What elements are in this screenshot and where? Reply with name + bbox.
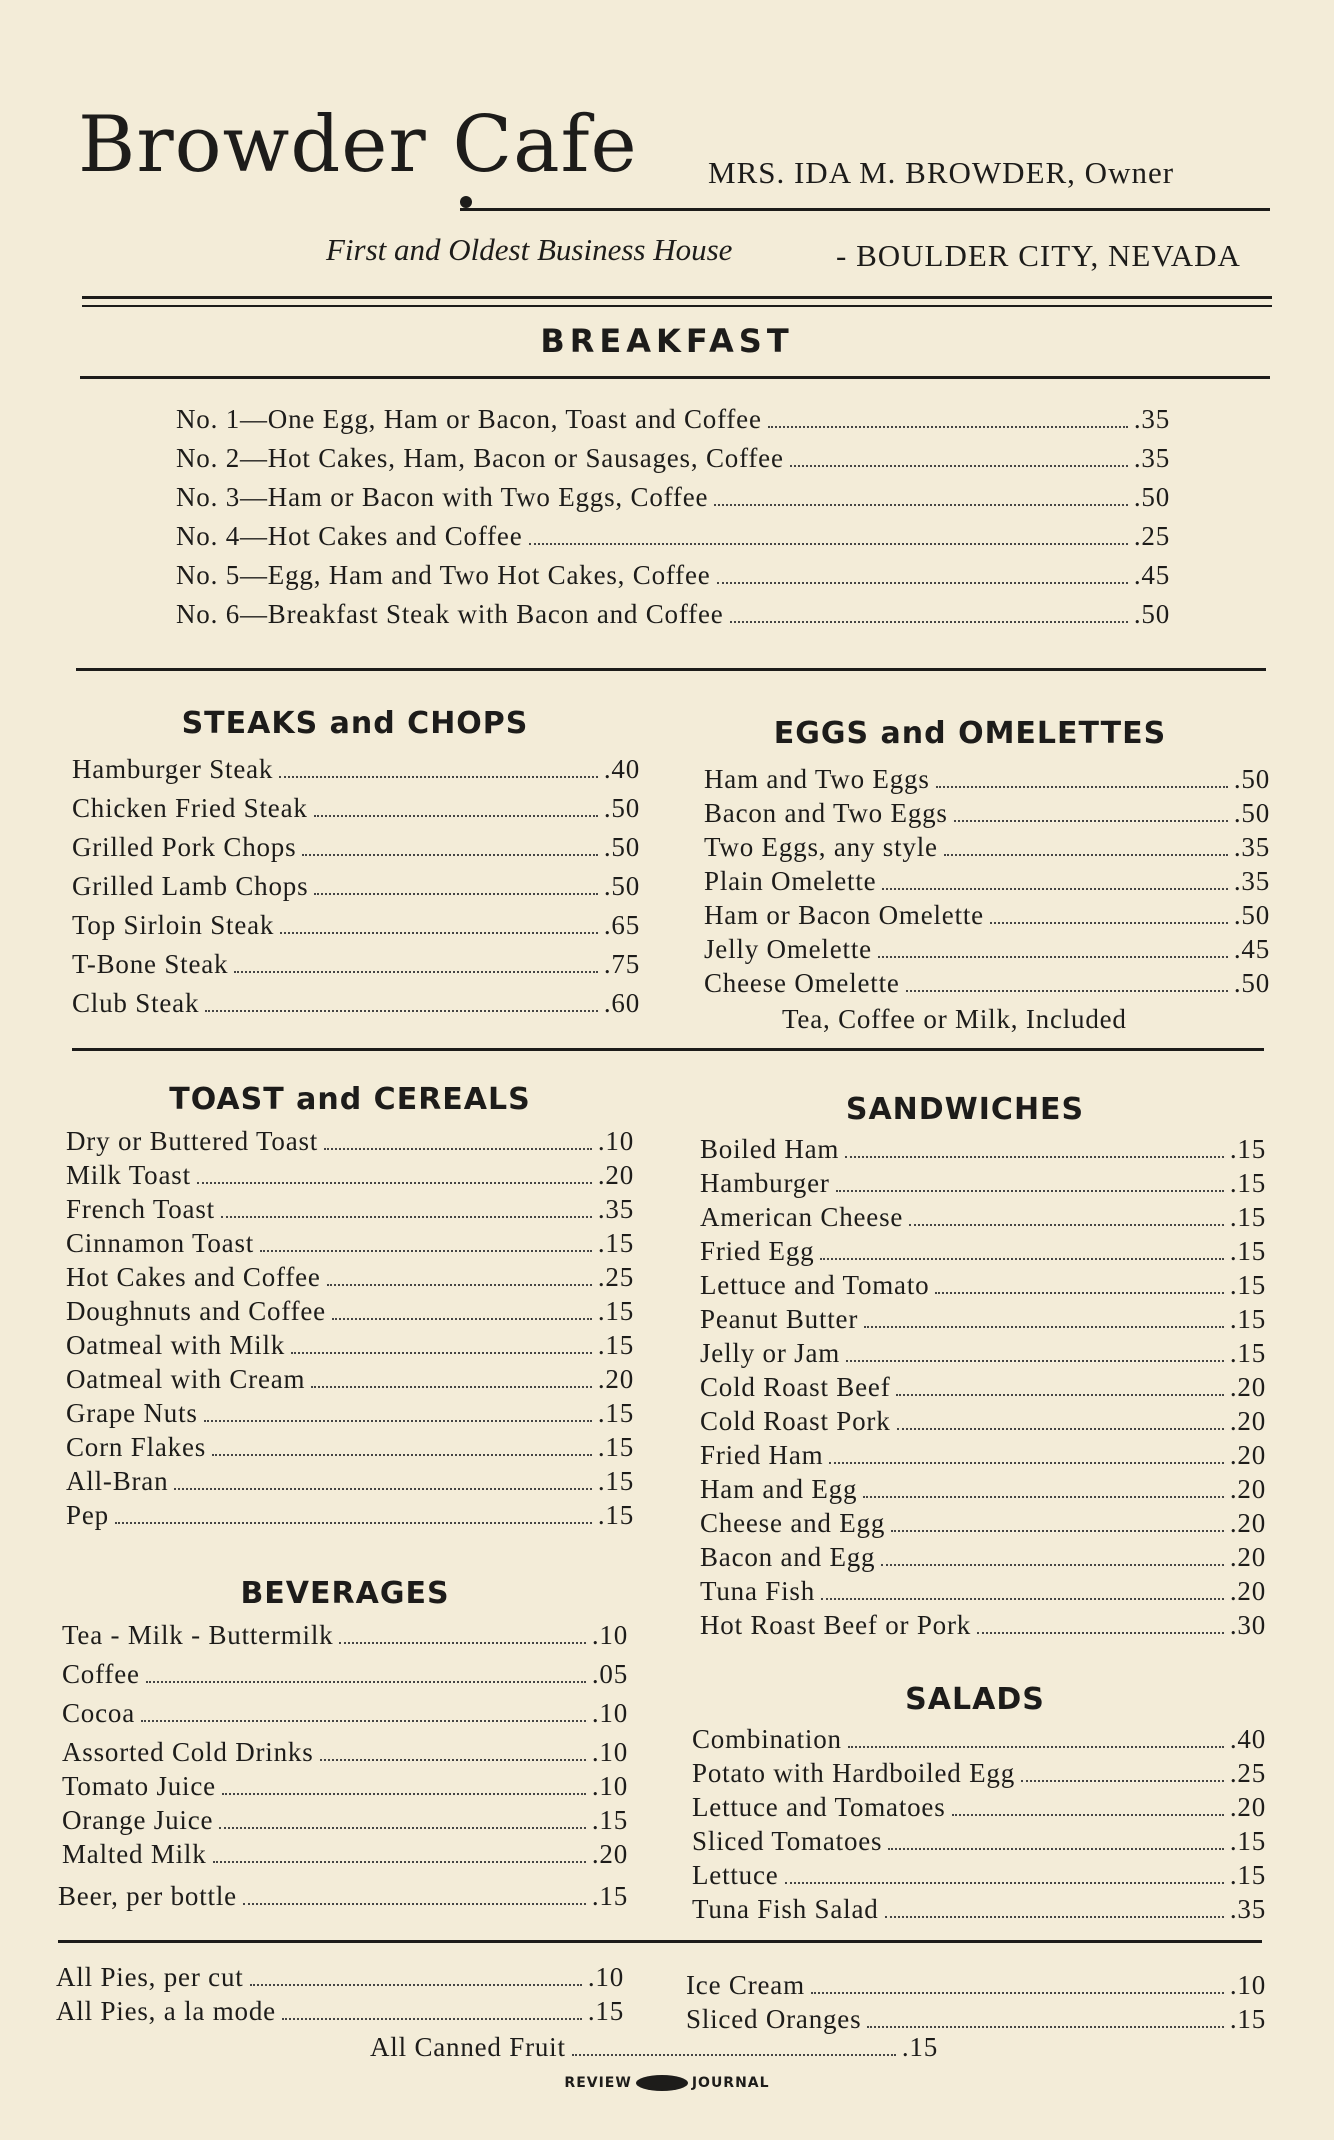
cafe-title: Browder Cafe [78, 100, 638, 190]
menu-item [62, 1773, 628, 1800]
item-name: Coffee [62, 1659, 140, 1689]
item-name: Tuna Fish [700, 1576, 816, 1606]
item-name: Dry or Buttered Toast [66, 1126, 319, 1156]
item-price: .15 [597, 1296, 634, 1326]
item-price: .20 [1229, 1576, 1266, 1606]
item-name: Hot Roast Beef or Pork [700, 1610, 972, 1640]
beverages-title: BEVERAGES [240, 1576, 450, 1611]
menu-item [58, 1883, 628, 1910]
item-price: .15 [901, 2032, 938, 2062]
item-name: Boiled Ham [700, 1134, 840, 1164]
top-double-rule-1 [82, 296, 1272, 299]
item-price: .60 [603, 988, 640, 1018]
item-price: .15 [597, 1330, 634, 1360]
item-name: Cocoa [62, 1698, 135, 1728]
item-name: French Toast [66, 1194, 215, 1224]
item-name: Tuna Fish Salad [692, 1894, 879, 1924]
item-price: .10 [591, 1737, 628, 1767]
item-name: Ham or Bacon Omelette [704, 900, 984, 930]
item-name: Chicken Fried Steak [72, 793, 308, 823]
menu-item [704, 936, 1270, 963]
menu-item [72, 795, 640, 822]
menu-item [66, 1230, 634, 1257]
item-price: .15 [1229, 1338, 1266, 1368]
sandwiches-title: SANDWICHES [845, 1092, 1085, 1127]
menu-item [692, 1862, 1266, 1889]
breakfast-rule [80, 376, 1270, 379]
item-name: Cold Roast Beef [700, 1372, 891, 1402]
item-price: .10 [1229, 1970, 1266, 2000]
item-name: Corn Flakes [66, 1432, 207, 1462]
item-name: Tomato Juice [62, 1771, 216, 1801]
item-price: .10 [591, 1620, 628, 1650]
item-price: .50 [1233, 968, 1270, 998]
item-name: All Pies, a la mode [56, 1996, 276, 2026]
item-name: Grilled Lamb Chops [72, 871, 309, 901]
menu-item [700, 1510, 1266, 1537]
menu-item [692, 1726, 1266, 1753]
item-price: .10 [597, 1126, 634, 1156]
menu-item [72, 873, 640, 900]
menu-item [72, 756, 640, 783]
item-price: .20 [1229, 1406, 1266, 1436]
item-price: .50 [603, 871, 640, 901]
item-name: No. 5—Egg, Ham and Two Hot Cakes, Coffee [176, 560, 711, 590]
item-name: No. 4—Hot Cakes and Coffee [176, 521, 523, 551]
item-price: .35 [1233, 832, 1270, 862]
section-rule-1 [76, 668, 1266, 671]
item-name: Tea - Milk - Buttermilk [62, 1620, 334, 1650]
steaks-title: STEAKS and CHOPS [181, 706, 529, 741]
menu-item [700, 1408, 1266, 1435]
item-price: .50 [1233, 764, 1270, 794]
menu-item [62, 1807, 628, 1834]
item-name: Orange Juice [62, 1805, 214, 1835]
menu-item [66, 1128, 634, 1155]
item-name: Milk Toast [66, 1160, 191, 1190]
item-price: .35 [1229, 1894, 1266, 1924]
menu-item [62, 1841, 628, 1868]
item-price: .20 [597, 1364, 634, 1394]
item-name: Ham and Egg [700, 1474, 858, 1504]
item-price: .35 [1133, 404, 1170, 434]
item-name: All Pies, per cut [56, 1962, 244, 1992]
menu-item [66, 1366, 634, 1393]
item-name: Ham and Two Eggs [704, 764, 930, 794]
item-name: Oatmeal with Cream [66, 1364, 306, 1394]
item-name: Cheese and Egg [700, 1508, 886, 1538]
item-name: No. 1—One Egg, Ham or Bacon, Toast and Coffee [176, 404, 762, 434]
item-price: .20 [1229, 1372, 1266, 1402]
item-name: Lettuce and Tomato [700, 1270, 930, 1300]
item-price: .10 [591, 1698, 628, 1728]
menu-item [176, 406, 1170, 433]
menu-item [692, 1760, 1266, 1787]
item-price: .15 [591, 1805, 628, 1835]
item-name: Lettuce and Tomatoes [692, 1792, 946, 1822]
menu-item [700, 1612, 1266, 1639]
menu-item [72, 951, 640, 978]
menu-item [56, 1964, 624, 1991]
menu-item [704, 868, 1270, 895]
item-name: Oatmeal with Milk [66, 1330, 286, 1360]
menu-item [686, 1972, 1266, 1999]
item-price: .15 [587, 1996, 624, 2026]
item-name: All-Bran [66, 1466, 169, 1496]
item-price: .20 [591, 1839, 628, 1869]
menu-item [704, 902, 1270, 929]
item-price: .25 [1133, 521, 1170, 551]
item-name: Potato with Hardboiled Egg [692, 1758, 1016, 1788]
menu-item [72, 990, 640, 1017]
item-price: .15 [1229, 1270, 1266, 1300]
item-name: Two Eggs, any style [704, 832, 938, 862]
menu-item [692, 1794, 1266, 1821]
item-price: .15 [1229, 1860, 1266, 1890]
item-name: Jelly or Jam [700, 1338, 841, 1368]
item-price: .45 [1233, 934, 1270, 964]
item-price: .15 [1229, 2004, 1266, 2034]
item-price: .15 [597, 1228, 634, 1258]
menu-item [66, 1400, 634, 1427]
item-price: .05 [591, 1659, 628, 1689]
item-name: T-Bone Steak [72, 949, 229, 979]
item-name: Lettuce [692, 1860, 779, 1890]
menu-item [72, 912, 640, 939]
menu-item [66, 1332, 634, 1359]
menu-item [700, 1476, 1266, 1503]
item-name: Combination [692, 1724, 842, 1754]
menu-item [704, 834, 1270, 861]
printer-mark [0, 2075, 1334, 2091]
menu-item [66, 1468, 634, 1495]
menu-item [686, 2006, 1266, 2033]
menu-item [176, 523, 1170, 550]
item-price: .50 [1133, 599, 1170, 629]
item-price: .15 [597, 1432, 634, 1462]
menu-item [700, 1306, 1266, 1333]
printer-logo-icon [636, 2075, 688, 2091]
item-price: .20 [1229, 1542, 1266, 1572]
menu-item [176, 562, 1170, 589]
menu-item [72, 834, 640, 861]
menu-item [700, 1442, 1266, 1469]
menu-item [700, 1136, 1266, 1163]
item-price: .15 [1229, 1202, 1266, 1232]
menu-item [700, 1544, 1266, 1571]
item-price: .35 [1133, 443, 1170, 473]
menu-item [700, 1272, 1266, 1299]
menu-item [66, 1298, 634, 1325]
menu-item [62, 1622, 628, 1649]
canned-fruit-item [370, 2034, 938, 2061]
menu-item [62, 1739, 628, 1766]
item-price: .35 [1233, 866, 1270, 896]
item-name: Assorted Cold Drinks [62, 1737, 314, 1767]
salads-title: SALADS [905, 1682, 1045, 1717]
item-price: .15 [1229, 1134, 1266, 1164]
item-price: .15 [1229, 1304, 1266, 1334]
item-price: .15 [1229, 1168, 1266, 1198]
item-price: .40 [603, 754, 640, 784]
menu-item [56, 1998, 624, 2025]
menu-item [66, 1264, 634, 1291]
item-name: Malted Milk [62, 1839, 207, 1869]
item-name: Top Sirloin Steak [72, 910, 275, 940]
menu-item [704, 970, 1270, 997]
header-dot [460, 196, 472, 208]
item-name: Sliced Tomatoes [692, 1826, 883, 1856]
menu-item [700, 1170, 1266, 1197]
item-price: .20 [1229, 1440, 1266, 1470]
item-price: .65 [603, 910, 640, 940]
item-name: Fried Egg [700, 1236, 815, 1266]
item-name: Hamburger [700, 1168, 830, 1198]
item-name: Doughnuts and Coffee [66, 1296, 326, 1326]
item-name: Hamburger Steak [72, 754, 274, 784]
menu-item [62, 1700, 628, 1727]
item-name: Jelly Omelette [704, 934, 872, 964]
city-line: - BOULDER CITY, NEVADA [836, 238, 1241, 273]
item-price: .20 [1229, 1792, 1266, 1822]
menu-item [66, 1196, 634, 1223]
owner-line: MRS. IDA M. BROWDER, Owner [708, 155, 1175, 190]
item-name: Club Steak [72, 988, 200, 1018]
top-double-rule-2 [82, 305, 1272, 307]
menu-item [692, 1896, 1266, 1923]
section-rule-2 [72, 1048, 1264, 1051]
item-name: No. 3—Ham or Bacon with Two Eggs, Coffee [176, 482, 709, 512]
item-price: .15 [597, 1500, 634, 1530]
tagline: First and Oldest Business House [326, 232, 733, 267]
item-name: Fried Ham [700, 1440, 824, 1470]
item-name: Cheese Omelette [704, 968, 900, 998]
menu-item [66, 1162, 634, 1189]
menu-item [66, 1434, 634, 1461]
item-price: .75 [603, 949, 640, 979]
item-name: Grilled Pork Chops [72, 832, 297, 862]
menu-item [700, 1340, 1266, 1367]
item-price: .15 [597, 1398, 634, 1428]
eggs-title: EGGS and OMELETTES [773, 716, 1167, 751]
menu-item [176, 601, 1170, 628]
menu-item [704, 766, 1270, 793]
item-name: Pep [66, 1500, 109, 1530]
menu-item [176, 484, 1170, 511]
item-price: .15 [597, 1466, 634, 1496]
item-name: All Canned Fruit [370, 2032, 566, 2062]
item-name: No. 6—Breakfast Steak with Bacon and Coffee [176, 599, 724, 629]
item-price: .50 [1133, 482, 1170, 512]
item-name: Bacon and Two Eggs [704, 798, 948, 828]
menu-item [700, 1204, 1266, 1231]
item-name: Hot Cakes and Coffee [66, 1262, 321, 1292]
item-name: Peanut Butter [700, 1304, 859, 1334]
item-name: Plain Omelette [704, 866, 877, 896]
toast-title: TOAST and CEREALS [169, 1082, 531, 1117]
item-name: Beer, per bottle [58, 1881, 237, 1911]
item-price: .20 [1229, 1474, 1266, 1504]
printer-mark-right: JOURNAL [691, 2075, 770, 2091]
item-price: .20 [1229, 1508, 1266, 1538]
item-price: .50 [1233, 900, 1270, 930]
menu-item [66, 1502, 634, 1529]
item-price: .25 [1229, 1758, 1266, 1788]
menu-item [700, 1238, 1266, 1265]
header-rule [460, 208, 1270, 211]
item-name: Bacon and Egg [700, 1542, 876, 1572]
item-price: .50 [603, 832, 640, 862]
eggs-note: Tea, Coffee or Milk, Included [782, 1004, 1127, 1034]
item-price: .50 [603, 793, 640, 823]
item-name: No. 2—Hot Cakes, Ham, Bacon or Sausages, Coffee [176, 443, 784, 473]
menu-item [700, 1578, 1266, 1605]
item-price: .45 [1133, 560, 1170, 590]
section-rule-3 [58, 1940, 1262, 1943]
item-price: .15 [1229, 1236, 1266, 1266]
item-price: .15 [591, 1881, 628, 1911]
menu-item [704, 800, 1270, 827]
menu-item [176, 445, 1170, 472]
menu-item [692, 1828, 1266, 1855]
menu-item [700, 1374, 1266, 1401]
item-name: Cinnamon Toast [66, 1228, 255, 1258]
item-price: .25 [597, 1262, 634, 1292]
item-price: .30 [1229, 1610, 1266, 1640]
printer-mark-left: REVIEW [564, 2075, 632, 2091]
item-price: .50 [1233, 798, 1270, 828]
menu-item [62, 1661, 628, 1688]
item-price: .15 [1229, 1826, 1266, 1856]
item-name: Grape Nuts [66, 1398, 198, 1428]
item-price: .10 [587, 1962, 624, 1992]
item-name: Sliced Oranges [686, 2004, 862, 2034]
item-name: American Cheese [700, 1202, 904, 1232]
breakfast-title: BREAKFAST [540, 322, 794, 360]
item-price: .35 [597, 1194, 634, 1224]
item-price: .40 [1229, 1724, 1266, 1754]
item-name: Cold Roast Pork [700, 1406, 891, 1436]
item-name: Ice Cream [686, 1970, 805, 2000]
item-price: .20 [597, 1160, 634, 1190]
item-price: .10 [591, 1771, 628, 1801]
